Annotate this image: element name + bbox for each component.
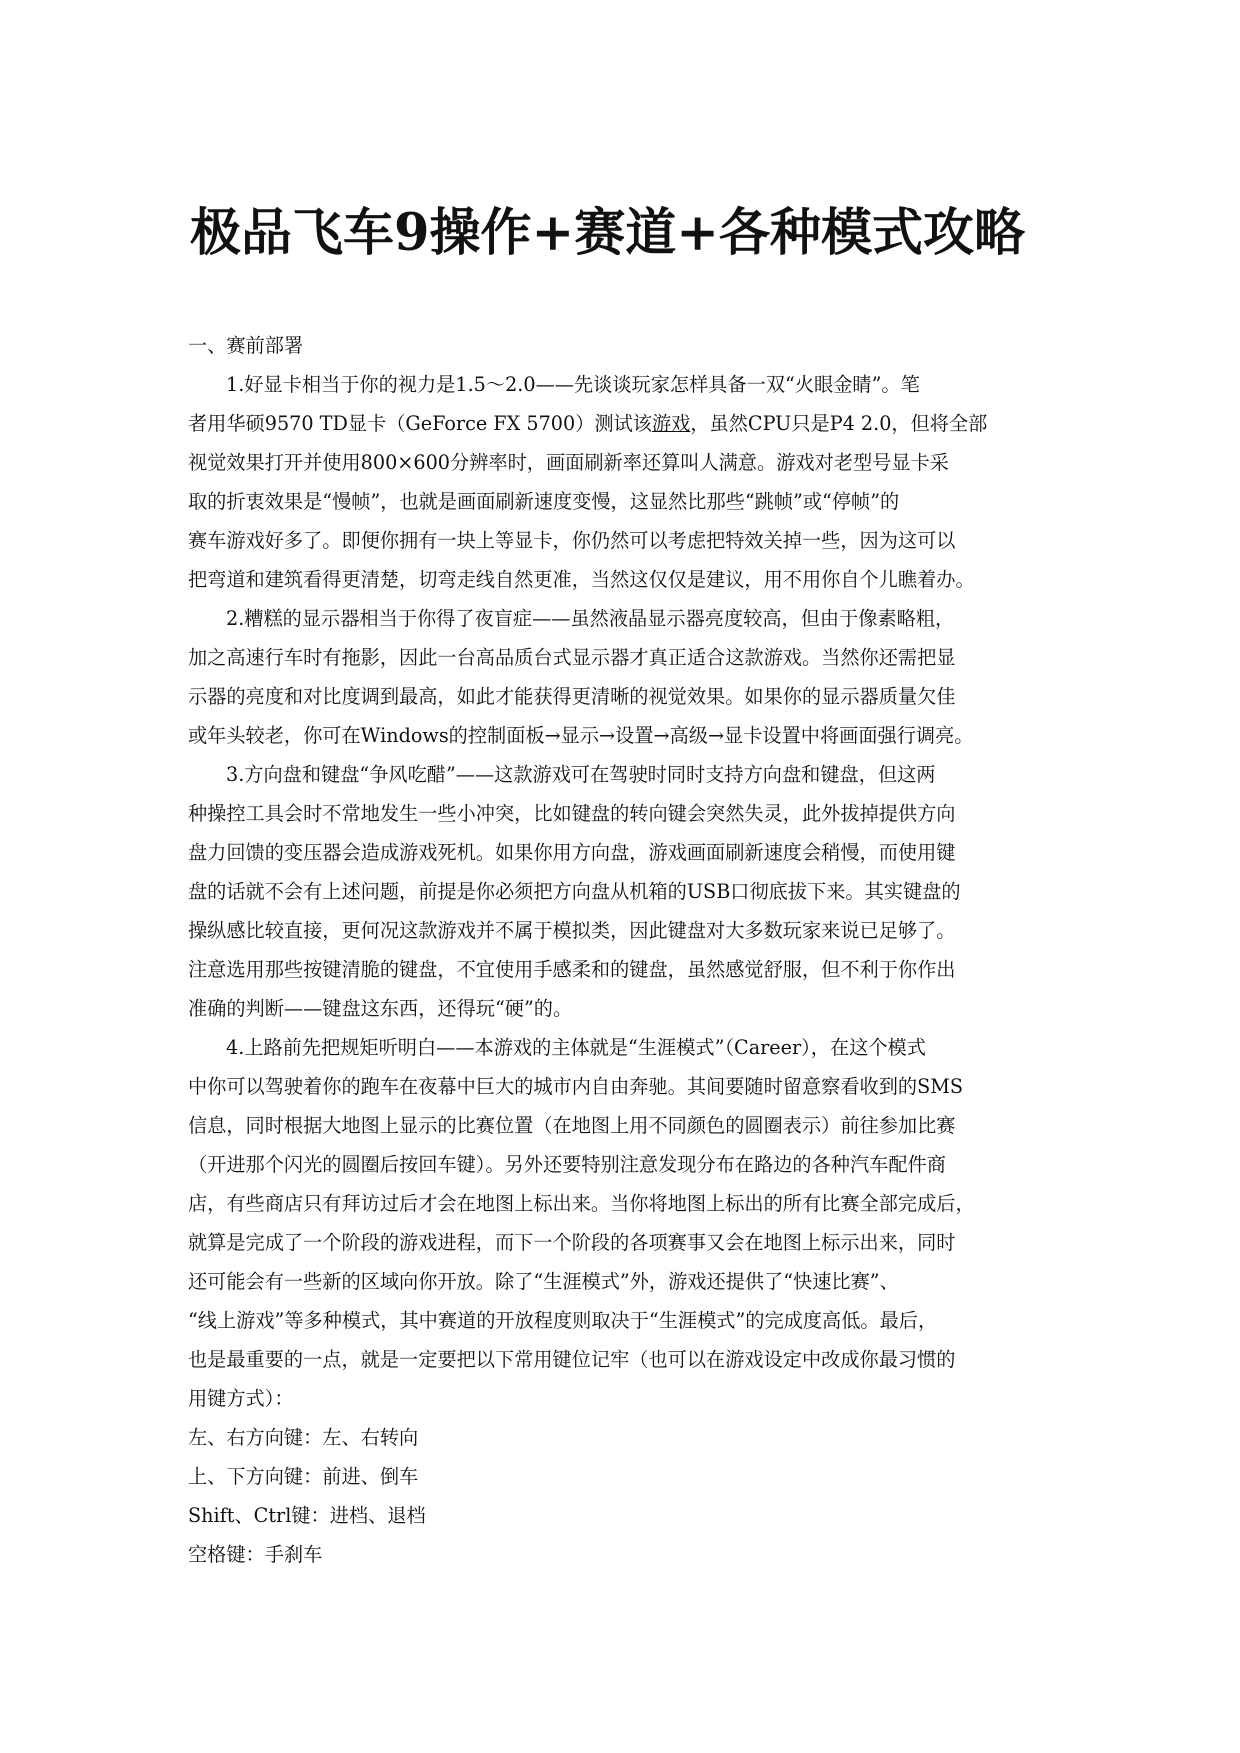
line-text: 注意选用那些按键清脆的键盘，不宜使用手感柔和的键盘，虽然感觉舒服，但不利于你作出	[188, 958, 956, 981]
line-text: 操纵感比较直接，更何况这款游戏并不属于模拟类，因此键盘对大多数玩家来说已足够了。	[188, 919, 956, 942]
line-text: 种操控工具会时不常地发生一些小冲突，比如键盘的转向键会突然失灵，此外拔掉提供方向	[188, 802, 956, 825]
line-text: 也是最重要的一点，就是一定要把以下常用键位记牢（也可以在游戏设定中改成你最习惯的	[188, 1348, 956, 1371]
text-line	[188, 989, 1056, 1028]
line-text: 示器的亮度和对比度调到最高，如此才能获得更清晰的视觉效果。如果你的显示器质量欠佳	[188, 685, 956, 708]
line-text: 加之高速行车时有拖影，因此一台高品质台式显示器才真正适合这款游戏。当然你还需把显	[188, 646, 956, 669]
line-text: 信息，同时根据大地图上显示的比赛位置（在地图上用不同颜色的圆圈表示）前往参加比赛	[188, 1114, 956, 1137]
text-line	[188, 1262, 1056, 1301]
line-text: 4.上路前先把规矩听明白——本游戏的主体就是“生涯模式”（Career），在这个模式	[226, 1036, 926, 1059]
inline-link[interactable]: 游戏	[651, 412, 691, 435]
line-text: 者用华硕9570 TD显卡（GeForce FX 5700）测试该	[188, 412, 652, 435]
line-text: 中你可以驾驶着你的跑车在夜幕中巨大的城市内自由奔驰。其间要随时留意察看收到的SMS	[188, 1075, 964, 1098]
line-text: 上、下方向键：前进、倒车	[188, 1465, 419, 1488]
text-line	[188, 794, 1056, 833]
text-line	[188, 1340, 1056, 1379]
line-text: 就算是完成了一个阶段的游戏进程，而下一个阶段的各项赛事又会在地图上标示出来，同时	[188, 1231, 956, 1254]
page-title: 极品飞车9操作+赛道+各种模式攻略	[190, 203, 1025, 263]
text-line	[188, 1379, 1056, 1418]
document-body	[188, 326, 1056, 1574]
line-text: 准确的判断——键盘这东西，还得玩“硬”的。	[188, 997, 573, 1020]
line-text-continued: ，虽然CPU只是P4 2.0，但将全部	[690, 412, 988, 435]
text-line	[188, 521, 1056, 560]
text-line	[188, 1301, 1056, 1340]
line-text: 盘的话就不会有上述问题，前提是你必须把方向盘从机箱的USB口彻底拔下来。其实键盘的	[188, 880, 961, 903]
text-line	[188, 1184, 1056, 1223]
text-line	[188, 638, 1056, 677]
text-line	[188, 482, 1056, 521]
line-text: （开进那个闪光的圆圈后按回车键）。另外还要特别注意发现分布在路边的各种汽车配件商	[188, 1153, 946, 1176]
line-text: 盘力回馈的变压器会造成游戏死机。如果你用方向盘，游戏画面刷新速度会稍慢，而使用键	[188, 841, 956, 864]
text-line	[188, 677, 1056, 716]
line-text: 店，有些商店只有拜访过后才会在地图上标出来。当你将地图上标出的所有比赛全部完成后，	[188, 1192, 975, 1215]
text-line	[188, 560, 1056, 599]
section-heading: 一、赛前部署	[188, 334, 304, 357]
line-text: 3.方向盘和键盘“争风吃醋”——这款游戏可在驾驶时同时支持方向盘和键盘，但这两	[226, 763, 936, 786]
paragraph-lines	[188, 365, 1056, 1574]
line-text: 1.好显卡相当于你的视力是1.5～2.0——先谈谈玩家怎样具备一双“火眼金睛”。笔	[226, 373, 920, 396]
text-line	[188, 1028, 1056, 1067]
text-line	[188, 872, 1056, 911]
line-text: “线上游戏”等多种模式，其中赛道的开放程度则取决于“生涯模式”的完成度高低。最后，	[188, 1309, 938, 1332]
text-line	[188, 404, 1056, 443]
line-text: 空格键：手刹车	[188, 1543, 323, 1566]
line-text: 2.糟糕的显示器相当于你得了夜盲症——虽然液晶显示器亮度较高，但由于像素略粗，	[226, 607, 955, 630]
text-line	[188, 443, 1056, 482]
text-line	[188, 833, 1056, 872]
text-line	[188, 1457, 1056, 1496]
text-line	[188, 1496, 1056, 1535]
line-text: 还可能会有一些新的区域向你开放。除了“生涯模式”外，游戏还提供了“快速比赛”、	[188, 1270, 899, 1293]
text-line	[188, 755, 1056, 794]
text-line	[188, 911, 1056, 950]
text-line	[188, 1223, 1056, 1262]
text-line	[188, 1145, 1056, 1184]
text-line	[188, 365, 1056, 404]
text-line	[188, 1418, 1056, 1457]
line-text: 或年头较老，你可在Windows的控制面板→显示→设置→高级→显卡设置中将画面强行调亮。	[188, 724, 974, 747]
line-text: 左、右方向键：左、右转向	[188, 1426, 419, 1449]
line-text: Shift、Ctrl键：进档、退档	[188, 1504, 426, 1527]
text-line	[188, 1106, 1056, 1145]
text-line	[188, 950, 1056, 989]
text-line	[188, 716, 1056, 755]
text-line	[188, 599, 1056, 638]
line-text: 视觉效果打开并使用800×600分辨率时，画面刷新率还算叫人满意。游戏对老型号显卡采	[188, 451, 949, 474]
text-line	[188, 1535, 1056, 1574]
line-text: 赛车游戏好多了。即便你拥有一块上等显卡，你仍然可以考虑把特效关掉一些，因为这可以	[188, 529, 956, 552]
line-text: 把弯道和建筑看得更清楚，切弯走线自然更准，当然这仅仅是建议，用不用你自个儿瞧着办。	[188, 568, 975, 591]
text-line	[188, 1067, 1056, 1106]
line-text: 用键方式）：	[188, 1387, 294, 1410]
line-text: 取的折衷效果是“慢帧”，也就是画面刷新速度变慢，这显然比那些“跳帧”或“停帧”的	[188, 490, 900, 513]
